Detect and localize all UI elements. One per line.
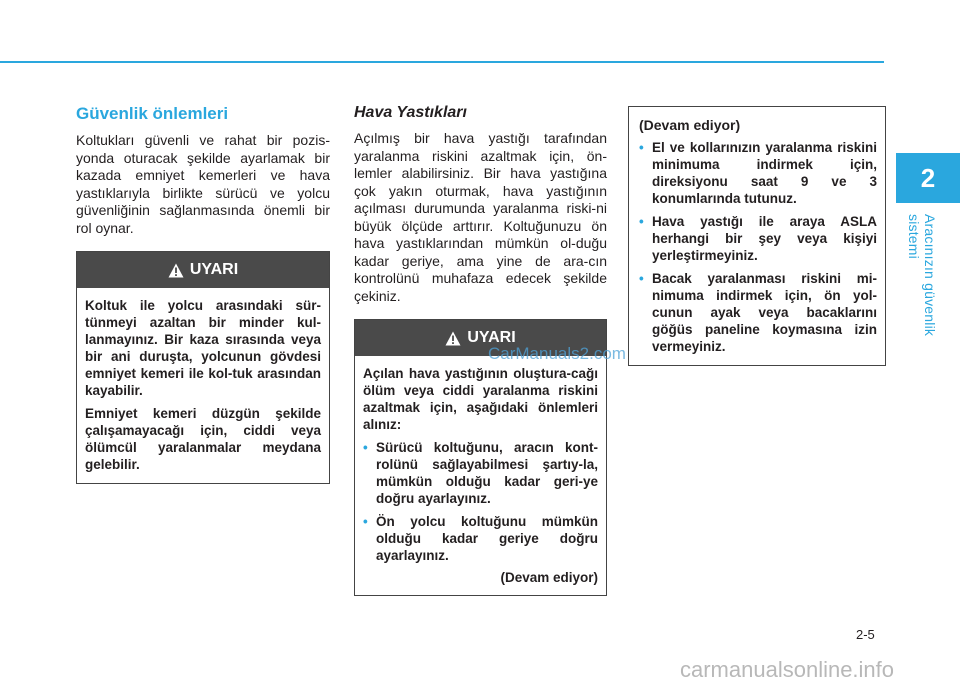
- bullet-dot-icon: •: [363, 440, 368, 455]
- warning-triangle-icon: [445, 331, 461, 346]
- warning-box: [76, 251, 330, 484]
- warning-text: Koltuk ile yolcu arasındaki sür-tünmeyi azaltan bir minder kul-lanmayınız. Bir kaza sırasında veya bir ani duruşta, yolcunun gövdesi emniyet kemeri ile kol-tuk arasından kayabilir.: [85, 298, 321, 398]
- bullet-dot-icon: •: [639, 214, 644, 229]
- bullet-dot-icon: •: [639, 140, 644, 155]
- section-title-safety: Güvenlik önlemleri: [76, 104, 229, 123]
- chapter-tab: 2: [896, 153, 960, 203]
- list-item: • Hava yastığı ile araya ASLA herhangi bir şey veya kişiyi yerleştirmeyiniz.: [639, 214, 877, 263]
- continued-warning-box: [628, 106, 886, 366]
- bullet-dot-icon: •: [363, 514, 368, 529]
- list-item: • Ön yolcu koltuğunu mümkün olduğu kadar geriye doğru ayarlayınız.: [363, 514, 598, 563]
- warning-bullet-list: [639, 139, 877, 355]
- footer-watermark: carmanualsonline.info: [680, 657, 895, 682]
- warning-label: UYARI: [189, 261, 239, 278]
- warning-text: Emniyet kemeri düzgün şekilde çalışamayacağı için, ciddi veya ölümcül yaralanmalar meydana gelebilir.: [85, 406, 321, 472]
- section-paragraph: Koltukları güvenli ve rahat bir pozis-yonda oturacak şekilde ayarlamak bir kazada emniyet kemerleri ve hava yastıklarıyla birlikte sürücü ve yolcu güvenliğinin sağlanmasında önemli bir rol oynar.: [76, 132, 330, 236]
- page-number: 2-5: [856, 627, 875, 642]
- column-1: [76, 100, 330, 484]
- continued-label: (Devam ediyor): [500, 570, 598, 585]
- watermark: CarManuals2.com: [488, 344, 626, 363]
- warning-triangle-icon: [168, 263, 184, 278]
- chapter-title: Aracınızın güvenlik sistemi: [906, 214, 938, 337]
- list-item: • Sürücü koltuğunu, aracın kont-rolünü sağlayabilmesi şartıy-la, mümkün olduğu kadar geri-ye doğru ayarlayınız.: [363, 440, 598, 506]
- header-rule: [0, 61, 884, 63]
- warning-header: [77, 252, 329, 288]
- section-paragraph: Açılmış bir hava yastığı tarafından yaralanma riskini azaltmak için, ön-lemler alabilirsiniz. Bir hava yastığına çok yakın oturmak, hava yastığının açılması durumunda yaralanma riski-ni büyük ölçüde arttırır. Koltuğunuzu ön hava yastıklarından mümkün ol-duğu kadar geriye, ama yine de ara-cın kontrolünü muhafaza edecek şekilde çekiniz.: [354, 130, 607, 304]
- bullet-dot-icon: •: [639, 271, 644, 286]
- warning-bullet-list: [363, 439, 598, 564]
- list-item: • Bacak yaralanması riskini mi-nimuma indirmek için, ön yol-cunun ayak veya bacaklarını göğüs paneline koymasına izin vermeyiniz.: [639, 271, 877, 354]
- list-item: • El ve kollarınızın yaralanma riskini minimuma indirmek için, direksiyonu saat 9 ve 3 konumlarında tutunuz.: [639, 140, 877, 206]
- continued-label: (Devam ediyor): [639, 117, 741, 133]
- warning-label: UYARI: [467, 329, 516, 346]
- warning-intro: Açılan hava yastığının oluştura-cağı ölüm veya ciddi yaralanma riskini azaltmak için, aşağıdaki önlemleri alınız:: [363, 366, 598, 432]
- section-title-airbags: Hava Yastıkları: [354, 104, 467, 121]
